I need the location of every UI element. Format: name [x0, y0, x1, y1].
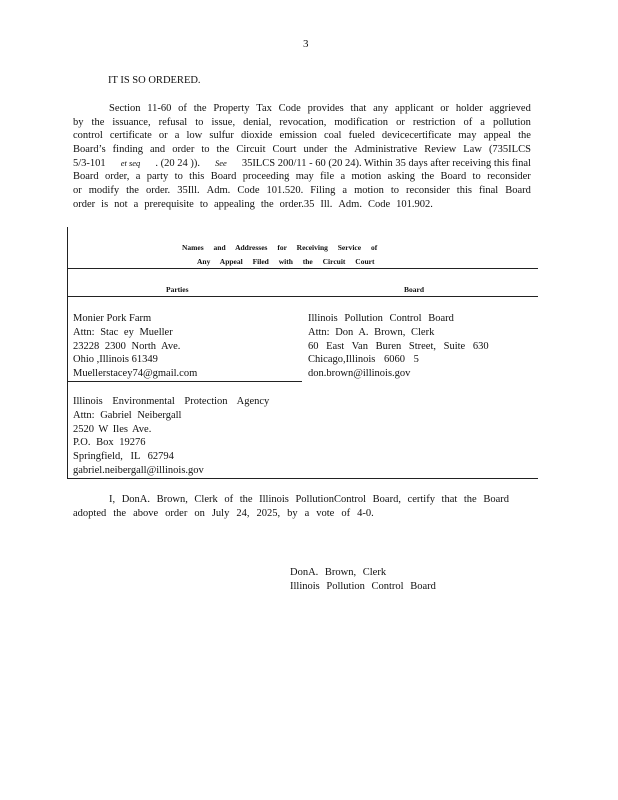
word: Illinois [259, 494, 289, 505]
board-attn: Attn: Don A. Brown, Clerk [308, 326, 435, 338]
word: Ill. [320, 198, 333, 210]
column-header-board: Board [404, 285, 425, 294]
signature-block [290, 566, 436, 594]
agency-name: Illinois Environmental Protection Agency [73, 396, 270, 407]
word: Adm. [338, 198, 362, 210]
word: party [146, 171, 169, 183]
word: Section [109, 103, 141, 114]
word: of [463, 116, 473, 128]
word: prerequisite [144, 198, 194, 210]
party-email: Muellerstacey74@gmail.com [73, 368, 198, 380]
party-iepa-address [73, 395, 269, 478]
party-street: 23228 2300 North Ave. [73, 340, 181, 352]
word: issue, [211, 116, 236, 128]
signature-clerk: DonA. Brown, Clerk [290, 567, 387, 578]
paragraph-line [73, 129, 531, 143]
word: to [199, 198, 208, 210]
word: to [201, 144, 210, 156]
word: Board [210, 171, 237, 183]
word: Filing [310, 185, 336, 197]
word: Brown, [156, 494, 188, 505]
word: file [320, 171, 335, 183]
word: the [260, 198, 274, 210]
party-name: Monier Pork Farm [73, 313, 152, 324]
word: Court [272, 144, 297, 156]
word: I, [109, 494, 116, 505]
word: Board, [372, 494, 401, 505]
appeal-paragraph [73, 102, 531, 212]
word: emission [279, 130, 317, 142]
party-attn: Attn: Stac ey Mueller [73, 326, 173, 338]
word: Clerk [194, 494, 218, 505]
word: DonA. [121, 494, 151, 505]
word: 35Ill. [177, 185, 200, 197]
word: 24, [236, 508, 250, 519]
word: Board [483, 494, 509, 505]
word: any [373, 103, 389, 114]
agency-po-box: P.O. Box 19276 [73, 437, 146, 449]
citation-section: 5/3-101 [73, 157, 106, 169]
word: fueled [348, 130, 375, 142]
agency-city: Springfield, IL 62794 [73, 451, 174, 463]
word: by [73, 116, 84, 128]
word: coal [323, 130, 342, 142]
word: reconsider [406, 185, 450, 197]
party-city: Ohio ,Illinois 61349 [73, 354, 158, 366]
word: Circuit [236, 144, 266, 156]
signature-board: Illinois Pollution Control Board [290, 581, 436, 592]
word: a [135, 171, 141, 183]
word: Code [237, 185, 260, 197]
word: that [350, 103, 367, 114]
table-title-line2: Any Appeal Filed with the Circuit Court [197, 257, 375, 266]
table-rule-title [67, 268, 538, 269]
word: of [178, 103, 187, 114]
word: sulfur [209, 130, 234, 142]
agency-street: 2520 W Iles Ave. [73, 423, 152, 435]
certify-line [73, 507, 509, 521]
table-left-border [67, 227, 68, 479]
word: order, [105, 171, 130, 183]
word: by [287, 508, 298, 519]
word: a [340, 171, 346, 183]
word: control [73, 130, 103, 142]
paragraph-line [73, 116, 531, 130]
board-name: Illinois Pollution Control Board [308, 313, 454, 324]
table-rule-bottom [67, 478, 538, 479]
citation-year: . (20 24 )). [155, 157, 200, 169]
word: modification [334, 116, 389, 128]
word: the [193, 103, 207, 114]
word: to [390, 185, 400, 197]
page-number: 3 [303, 38, 309, 50]
word: a [174, 130, 180, 142]
word: Property [213, 103, 250, 114]
word: issuance, [112, 116, 151, 128]
party-monier-address [73, 312, 197, 381]
word: refusal [158, 116, 188, 128]
word: to [472, 171, 481, 183]
word: certify [407, 494, 435, 505]
board-city: Chicago,Illinois 6060 5 [308, 354, 419, 366]
word: Adm. [206, 185, 231, 197]
word: revocation, [279, 116, 327, 128]
word: above [133, 508, 159, 519]
word: the [421, 171, 435, 183]
table-title-line1: Names and Addresses for Receiving Service of [182, 243, 378, 252]
word: order. [145, 185, 171, 197]
word: order [165, 508, 188, 519]
word: (735ILCS [488, 144, 531, 156]
word: vote [316, 508, 335, 519]
word: the [216, 144, 230, 156]
word: on [194, 508, 205, 519]
word: a [304, 508, 310, 519]
word: devicecertificate [381, 130, 452, 142]
clerk-certification [73, 493, 509, 521]
word: PollutionControl [295, 494, 367, 505]
word: this [189, 171, 205, 183]
citation-et-seq: et seq [120, 157, 141, 168]
paragraph-line [73, 143, 531, 157]
word: may [295, 171, 314, 183]
word: appealing [214, 198, 255, 210]
word: Board [73, 171, 99, 183]
word: a [480, 116, 485, 128]
word: or [73, 185, 82, 197]
word: 101.902. [396, 198, 433, 210]
word: Code [278, 103, 301, 114]
word: to [195, 116, 204, 128]
word: 4-0. [357, 508, 374, 519]
certify-line [73, 493, 509, 507]
word: certificate [109, 130, 152, 142]
table-rule-header [67, 296, 538, 297]
word: reconsider [487, 171, 531, 183]
word: not [114, 198, 128, 210]
word: and [150, 144, 166, 156]
word: appeal [483, 130, 511, 142]
word: pollution [492, 116, 531, 128]
word: or [396, 116, 405, 128]
paragraph-line [73, 184, 531, 198]
ordered-statement: IT IS SO ORDERED. [108, 75, 201, 86]
word: restriction [412, 116, 456, 128]
word: or [158, 130, 168, 142]
word: finding [112, 144, 144, 156]
word: the [126, 185, 139, 197]
word: aggrieved [489, 103, 531, 114]
column-header-parties: Parties [166, 285, 189, 294]
paragraph-line-citation [73, 157, 531, 171]
word: the [463, 494, 477, 505]
citation-see: See [214, 157, 227, 168]
word: may [458, 130, 477, 142]
word: the [239, 494, 253, 505]
board-address [308, 312, 489, 381]
word: that [441, 494, 458, 505]
word: or [440, 103, 450, 114]
paragraph-line [73, 198, 531, 212]
word: dioxide [240, 130, 273, 142]
word: Administrative [354, 144, 418, 156]
agency-attn: Attn: Gabriel Neibergall [73, 409, 182, 421]
table-rule-party [67, 381, 302, 382]
board-street: 60 East Van Buren Street, Suite 630 [308, 340, 489, 352]
word: applicant [395, 103, 434, 114]
word: 11-60 [147, 103, 172, 114]
paragraph-line [73, 170, 531, 184]
word: final [478, 185, 499, 197]
word: the [91, 116, 105, 128]
word: denial, [243, 116, 272, 128]
word: Law [463, 144, 482, 156]
word: adopted [73, 508, 107, 519]
citation-rest: 35ILCS 200/11 - 60 (20 24). Within 35 days after receiving this final [241, 157, 531, 169]
paragraph-line [73, 102, 531, 116]
word: motion [354, 185, 384, 197]
word: motion [351, 171, 382, 183]
word: order [73, 198, 96, 210]
word: Review [424, 144, 457, 156]
word: Board [505, 185, 531, 197]
word: the [518, 130, 531, 142]
word: Code [367, 198, 391, 210]
word: order.35 [279, 198, 315, 210]
word: 2025, [256, 508, 281, 519]
word: to [174, 171, 183, 183]
word: is [101, 198, 109, 210]
word: holder [455, 103, 483, 114]
word: of [224, 494, 234, 505]
word: modify [88, 185, 120, 197]
word: of [341, 508, 351, 519]
word: the [334, 144, 348, 156]
board-email: don.brown@illinois.gov [308, 368, 411, 380]
word: order [172, 144, 195, 156]
word: Board [440, 171, 467, 183]
word: under [303, 144, 328, 156]
word: low [186, 130, 203, 142]
word: proceeding [242, 171, 290, 183]
word: this [456, 185, 472, 197]
word: a [342, 185, 348, 197]
word: 101.520. [266, 185, 304, 197]
word: provides [307, 103, 344, 114]
word: Tax [256, 103, 272, 114]
word: asking [387, 171, 416, 183]
word: Board’s [73, 144, 106, 156]
word: July [211, 508, 230, 519]
word: the [113, 508, 127, 519]
agency-email: gabriel.neibergall@illinois.gov [73, 464, 204, 476]
word: a [133, 198, 139, 210]
